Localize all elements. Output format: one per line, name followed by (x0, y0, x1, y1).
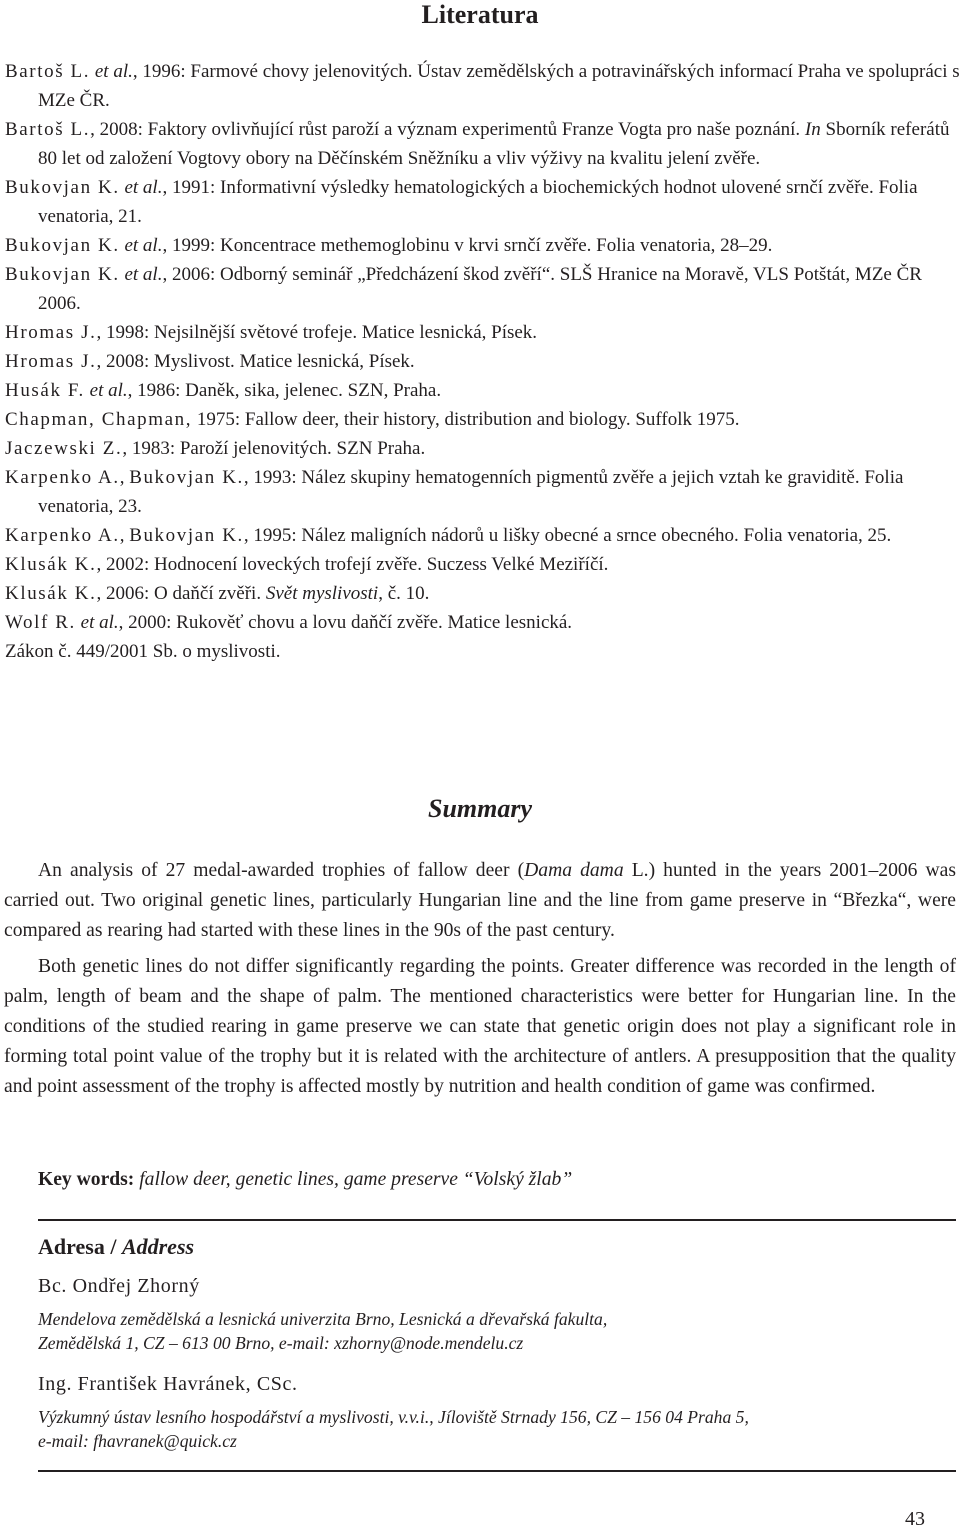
reference-author: Bartoš L. (5, 119, 91, 140)
summary-paragraph: Both genetic lines do not differ significantly regarding the points. Greater difference was recorded in the length of palm, length of beam and the shape of palm. The mentioned characteristics were better for Hungarian line. In the conditions of the studied rearing in game preserve we can state that genetic origin does not play a significant role in forming total point value of the trophy but it is related with the architecture of antlers. A presupposition that the quality and point assessment of the trophy is affected mostly by nutrition and health condition of game was confirmed. (4, 956, 956, 1097)
reference-item (5, 608, 960, 637)
reference-author: Klusák K. (5, 583, 97, 604)
reference-item (5, 173, 960, 231)
reference-author: Klusák K. (5, 554, 97, 575)
reference-author: Chapman, Chapman, (5, 409, 193, 430)
keywords (38, 1165, 958, 1195)
reference-journal: Svět myslivosti (265, 583, 379, 604)
reference-item (5, 550, 960, 579)
reference-etal: et al. (80, 612, 119, 633)
reference-author: Bukovjan K. (5, 235, 120, 256)
reference-text-cont: , č. 10. (378, 583, 430, 604)
reference-text: , 2002: Hodnocení loveckých trofejí zvěře. Suczess Velké Meziříčí. (96, 554, 609, 575)
reference-author: Hromas J. (5, 322, 97, 343)
reference-separator: , (119, 525, 130, 546)
reference-text: , 1999: Koncentrace methemoglobinu v krvi srnčí zvěře. Folia venatoria, 28–29. (162, 235, 773, 256)
reference-list (5, 57, 960, 666)
reference-etal: et al. (124, 177, 163, 198)
reference-author: Bukovjan K. (5, 264, 120, 285)
reference-author: Bartoš L. (5, 61, 91, 82)
reference-text: Zákon č. 449/2001 Sb. o myslivosti. (5, 641, 281, 662)
reference-item (5, 318, 960, 347)
reference-author: Karpenko A. (5, 467, 120, 488)
section-title: Literatura (421, 0, 539, 29)
reference-item (5, 434, 960, 463)
keywords-label: Key words: (38, 1169, 135, 1190)
reference-separator: , (119, 467, 130, 488)
section-divider (38, 1219, 956, 1221)
affiliation-line: Zemědělská 1, CZ – 613 00 Brno, e-mail: xzhorny@node.mendelu.cz (38, 1333, 524, 1353)
reference-text: , 2006: O daňčí zvěři. (96, 583, 266, 604)
reference-item (5, 637, 960, 666)
reference-text: , 1991: Informativní výsledky hematologických a biochemických hodnot ulovené srnčí zvěře. Folia venatoria, 21. (38, 177, 918, 227)
author-name: Ing. František Havránek, CSc. (38, 1373, 298, 1395)
summary-body (4, 856, 956, 1108)
reference-text: , 1993: Nález skupiny hematogenních pigmentů zvěře a jejich vztah ke graviditě. Folia venatoria, 23. (38, 467, 904, 517)
reference-author-second: Bukovjan K. (129, 525, 244, 546)
reference-text: , 1998: Nejsilnější světové trofeje. Matice lesnická, Písek. (96, 322, 538, 343)
reference-item (5, 347, 960, 376)
affiliation-line: Výzkumný ústav lesního hospodářství a myslivosti, v.v.i., Jíloviště Strnady 156, CZ – 156 04 Praha 5, (38, 1407, 749, 1427)
address-title (38, 1232, 194, 1262)
reference-item (5, 579, 960, 608)
reference-item (5, 260, 960, 318)
reference-etal: et al. (89, 380, 128, 401)
reference-author: Karpenko A. (5, 525, 120, 546)
reference-author: Hromas J. (5, 351, 97, 372)
reference-text: 1975: Fallow deer, their history, distribution and biology. Suffolk 1975. (192, 409, 740, 430)
address-title-english: Address (121, 1234, 195, 1259)
reference-etal: et al. (124, 264, 163, 285)
reference-text: , 2008: Myslivost. Matice lesnická, Písek. (96, 351, 415, 372)
reference-item (5, 521, 960, 550)
address-title-czech: Adresa / (38, 1234, 122, 1259)
reference-item (5, 57, 960, 115)
reference-text: , 2008: Faktory ovlivňující růst paroží a význam experimentů Franze Vogta pro naše poznání. (90, 119, 801, 140)
reference-text-cont: Sborník referátů 80 let od založení Vogtovy obory na Děčínském Sněžníku a vliv výživy na kvalitu jelení zvěře. (38, 119, 950, 169)
reference-item (5, 115, 960, 173)
reference-item (5, 376, 960, 405)
author-affiliation (38, 1405, 938, 1453)
reference-author: Husák F. (5, 380, 85, 401)
reference-text: , 1983: Paroží jelenovitých. SZN Praha. (122, 438, 426, 459)
reference-author: Jaczewski Z. (5, 438, 123, 459)
summary-title: Summary (427, 794, 533, 823)
reference-author: Bukovjan K. (5, 177, 120, 198)
reference-in: In (804, 119, 821, 140)
reference-etal: et al. (124, 235, 163, 256)
reference-item (5, 463, 960, 521)
author-name: Bc. Ondřej Zhorný (38, 1275, 200, 1297)
summary-text: L.) hunted in the years 2001–2006 was carried out. Two original genetic lines, particularly Hungarian line and the line from game preserve in “Březka“, were compared as rearing had started with these lines in the 90s of the past century. (4, 860, 957, 941)
summary-paragraph (4, 856, 956, 946)
reference-text: , 1986: Daněk, sika, jelenec. SZN, Praha. (127, 380, 442, 401)
reference-text: , 1996: Farmové chovy jelenovitých. Ústav zemědělských a potravinářských informací Praha ve spolupráci s MZe ČR. (38, 61, 960, 111)
page-number: 43 (905, 1508, 925, 1530)
keywords-value: fallow deer, genetic lines, game preserve “Volský žlab” (139, 1169, 573, 1190)
author-affiliation (38, 1307, 938, 1355)
summary-text: An analysis of 27 medal-awarded trophies of fallow deer ( (38, 860, 525, 881)
reference-etal: et al. (94, 61, 133, 82)
reference-item (5, 405, 960, 434)
reference-text: , 1995: Nález maligních nádorů u lišky obecné a srnce obecného. Folia venatoria, 25. (243, 525, 892, 546)
affiliation-line: Mendelova zemědělská a lesnická univerzita Brno, Lesnická a dřevařská fakulta, (38, 1309, 608, 1329)
reference-item (5, 231, 960, 260)
reference-author: Wolf R. (5, 612, 76, 633)
affiliation-line: e-mail: fhavranek@quick.cz (38, 1431, 237, 1451)
footer-divider (38, 1470, 956, 1472)
species-name: Dama dama (524, 860, 624, 881)
reference-text: , 2006: Odborný seminář „Předcházení škod zvěří“. SLŠ Hranice na Moravě, VLS Potštát, MZe ČR 2006. (38, 264, 922, 314)
reference-text: , 2000: Rukověť chovu a lovu daňčí zvěře. Matice lesnická. (118, 612, 573, 633)
reference-author-second: Bukovjan K. (129, 467, 244, 488)
